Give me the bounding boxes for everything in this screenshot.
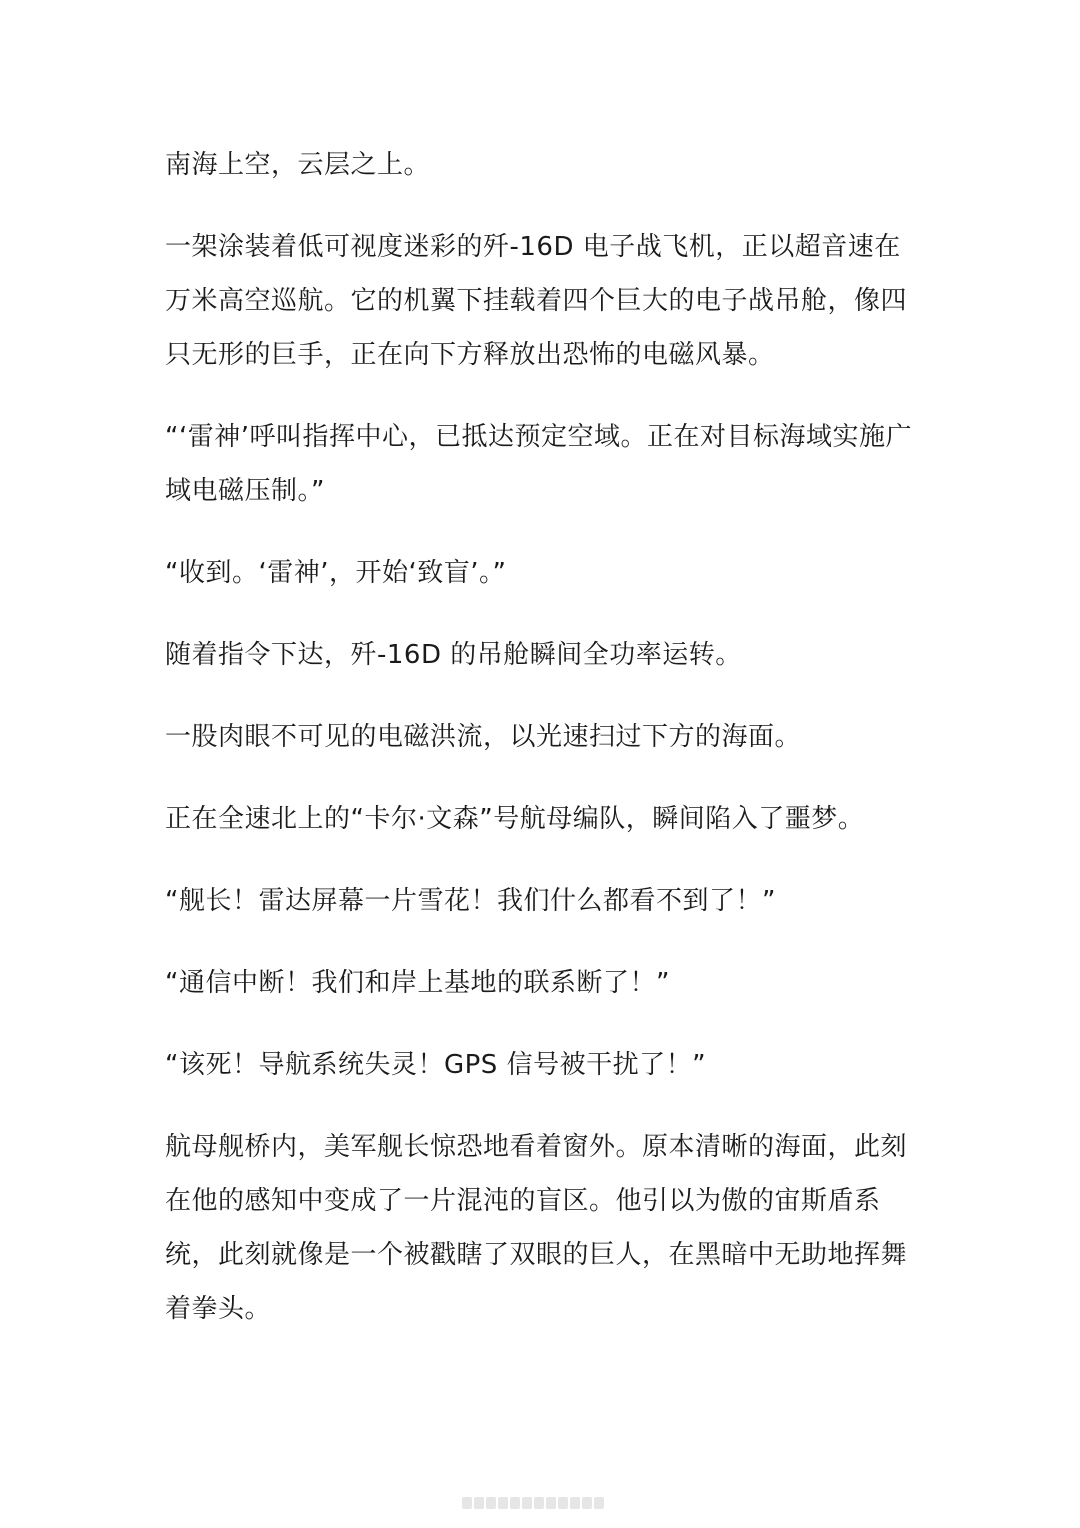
paragraph: 一股肉眼不可见的电磁洪流，以光速扫过下方的海面。: [165, 722, 802, 752]
paragraph: “‘雷神’呼叫指挥中心，已抵达预定空域。正在对目标海域实施广域电磁压制。”: [165, 422, 912, 506]
paragraph: 南海上空，云层之上。: [165, 150, 431, 180]
article-body: [165, 138, 917, 1364]
paragraph: “该死！导航系统失灵！GPS 信号被干扰了！”: [165, 1050, 707, 1080]
paragraph: 一架涂装着低可视度迷彩的歼-16D 电子战飞机，正以超音速在万米高空巡航。它的机翼下挂载着四个巨大的电子战吊舱，像四只无形的巨手，正在向下方释放出恐怖的电磁风暴。: [165, 232, 908, 370]
paragraph: “收到。‘雷神’，开始‘致盲’。”: [165, 558, 507, 588]
paragraph: 正在全速北上的“卡尔·文森”号航母编队，瞬间陷入了噩梦。: [165, 804, 865, 834]
watermark: [462, 1497, 622, 1515]
paragraph: 航母舰桥内，美军舰长惊恐地看着窗外。原本清晰的海面，此刻在他的感知中变成了一片混沌的盲区。他引以为傲的宙斯盾系统，此刻就像是一个被戳瞎了双眼的巨人，在黑暗中无助地挥舞着拳头。: [165, 1132, 908, 1324]
paragraph: 随着指令下达，歼-16D 的吊舱瞬间全功率运转。: [165, 640, 742, 670]
paragraph: “舰长！雷达屏幕一片雪花！我们什么都看不到了！”: [165, 886, 776, 916]
paragraph: “通信中断！我们和岸上基地的联系断了！”: [165, 968, 670, 998]
